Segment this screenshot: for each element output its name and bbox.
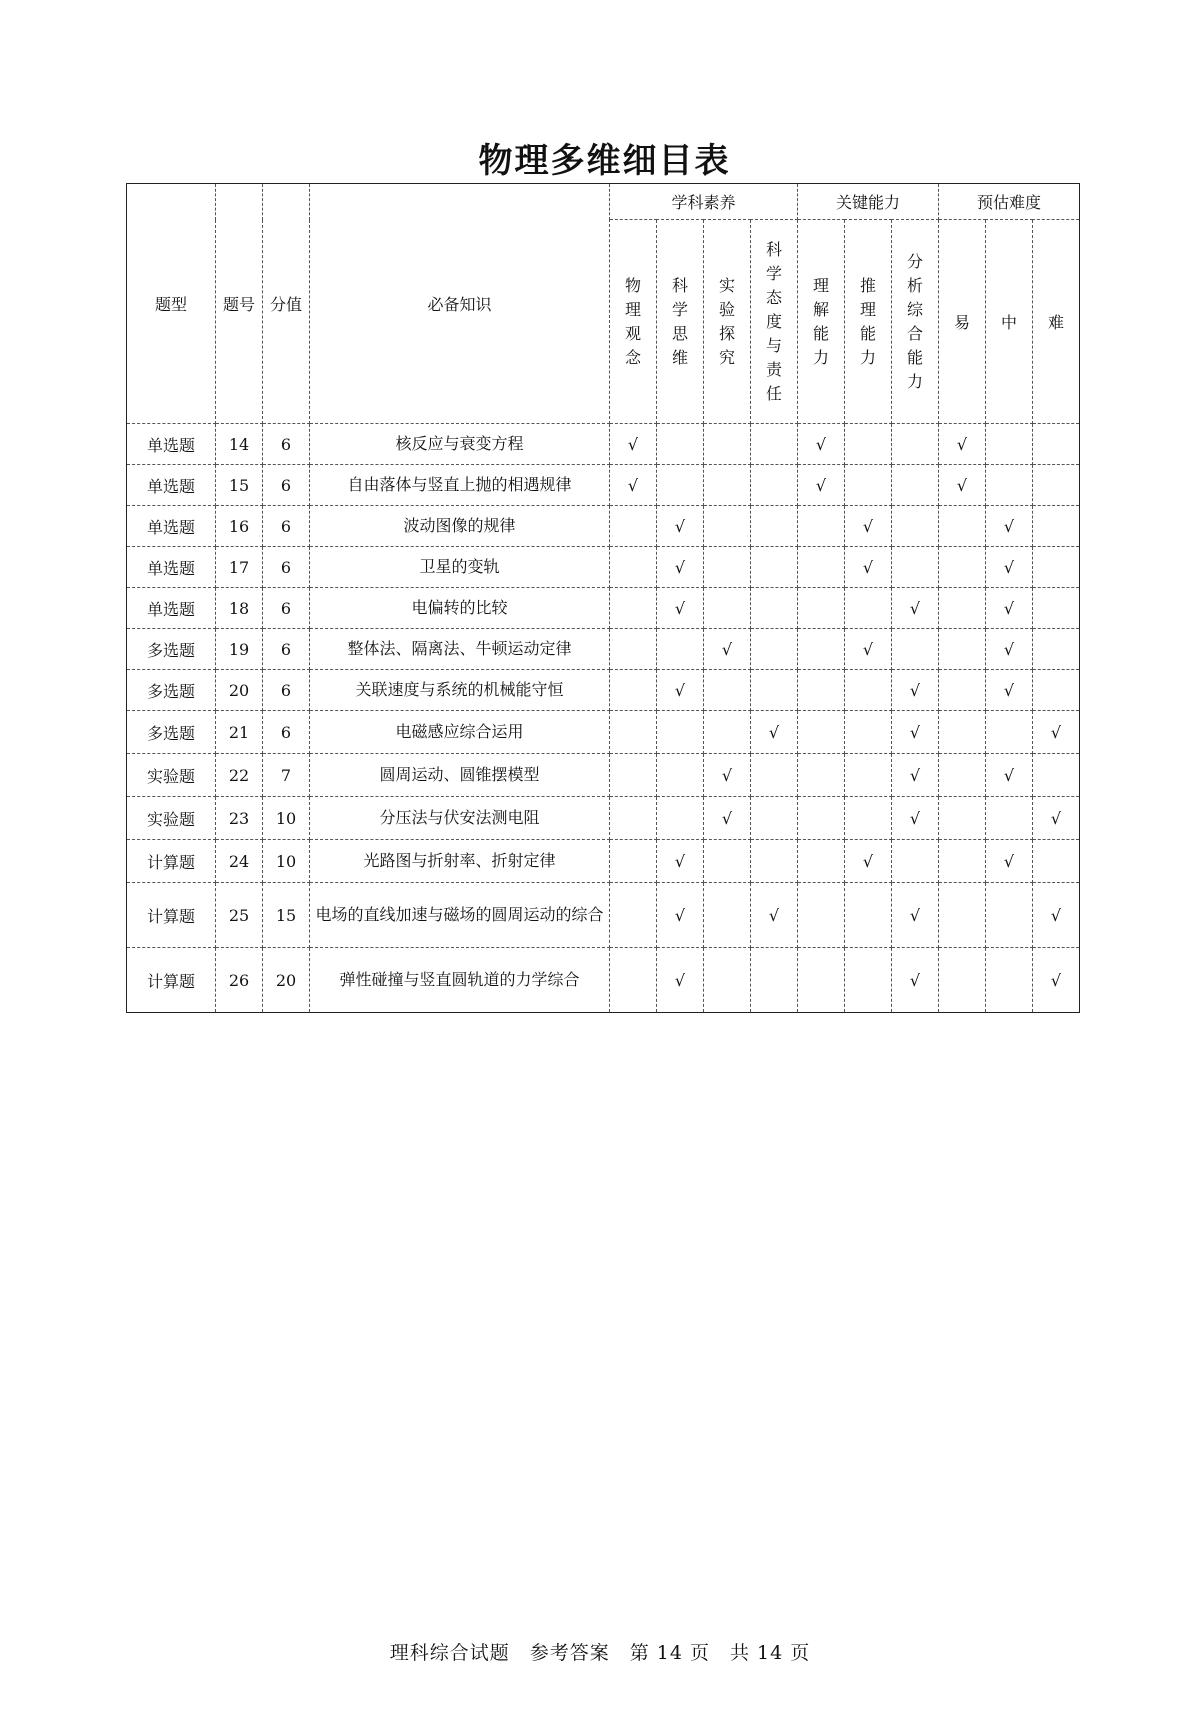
empty-cell bbox=[704, 588, 751, 629]
header-group-difficulty: 预估难度 bbox=[939, 184, 1080, 220]
score-cell: 6 bbox=[263, 506, 310, 547]
subheader-scientific-attitude: 科学态度与责任 bbox=[751, 220, 798, 424]
check-mark: √ bbox=[751, 711, 798, 754]
empty-cell bbox=[610, 754, 657, 797]
subheader-easy: 易 bbox=[939, 220, 986, 424]
empty-cell bbox=[892, 424, 939, 465]
empty-cell bbox=[704, 465, 751, 506]
table-row bbox=[127, 797, 1080, 840]
empty-cell bbox=[798, 670, 845, 711]
empty-cell bbox=[986, 948, 1033, 1013]
check-mark: √ bbox=[986, 547, 1033, 588]
empty-cell bbox=[939, 948, 986, 1013]
empty-cell bbox=[845, 465, 892, 506]
knowledge-cell: 整体法、隔离法、牛顿运动定律 bbox=[310, 629, 610, 670]
check-mark: √ bbox=[798, 424, 845, 465]
empty-cell bbox=[892, 506, 939, 547]
empty-cell bbox=[939, 754, 986, 797]
empty-cell bbox=[892, 840, 939, 883]
page-title: 物理多维细目表 bbox=[478, 141, 731, 181]
question-type-cell: 单选题 bbox=[127, 506, 216, 547]
empty-cell bbox=[751, 547, 798, 588]
empty-cell bbox=[939, 840, 986, 883]
empty-cell bbox=[657, 629, 704, 670]
empty-cell bbox=[1033, 506, 1080, 547]
empty-cell bbox=[939, 670, 986, 711]
header-knowledge: 必备知识 bbox=[310, 184, 610, 424]
question-number-cell: 20 bbox=[216, 670, 263, 711]
header-group-ability: 关键能力 bbox=[798, 184, 939, 220]
check-mark: √ bbox=[657, 588, 704, 629]
check-mark: √ bbox=[892, 797, 939, 840]
question-number-cell: 19 bbox=[216, 629, 263, 670]
score-cell: 6 bbox=[263, 424, 310, 465]
question-type-cell: 计算题 bbox=[127, 883, 216, 948]
empty-cell bbox=[986, 465, 1033, 506]
subheader-hard: 难 bbox=[1033, 220, 1080, 424]
empty-cell bbox=[751, 948, 798, 1013]
empty-cell bbox=[1033, 547, 1080, 588]
check-mark: √ bbox=[610, 424, 657, 465]
check-mark: √ bbox=[1033, 883, 1080, 948]
empty-cell bbox=[704, 883, 751, 948]
check-mark: √ bbox=[1033, 948, 1080, 1013]
table-row bbox=[127, 588, 1080, 629]
check-mark: √ bbox=[657, 547, 704, 588]
empty-cell bbox=[704, 424, 751, 465]
empty-cell bbox=[751, 754, 798, 797]
empty-cell bbox=[704, 547, 751, 588]
empty-cell bbox=[610, 948, 657, 1013]
empty-cell bbox=[751, 424, 798, 465]
empty-cell bbox=[610, 547, 657, 588]
empty-cell bbox=[892, 547, 939, 588]
header-type: 题型 bbox=[127, 184, 216, 424]
check-mark: √ bbox=[657, 883, 704, 948]
header-number: 题号 bbox=[216, 184, 263, 424]
check-mark: √ bbox=[986, 670, 1033, 711]
empty-cell bbox=[845, 670, 892, 711]
empty-cell bbox=[610, 840, 657, 883]
question-type-cell: 计算题 bbox=[127, 948, 216, 1013]
specification-table bbox=[126, 183, 1080, 1013]
empty-cell bbox=[986, 424, 1033, 465]
table-row bbox=[127, 883, 1080, 948]
empty-cell bbox=[986, 797, 1033, 840]
empty-cell bbox=[657, 711, 704, 754]
question-number-cell: 25 bbox=[216, 883, 263, 948]
empty-cell bbox=[939, 506, 986, 547]
knowledge-cell: 电磁感应综合运用 bbox=[310, 711, 610, 754]
empty-cell bbox=[704, 711, 751, 754]
empty-cell bbox=[798, 506, 845, 547]
question-type-cell: 单选题 bbox=[127, 547, 216, 588]
page-footer: 理科综合试题 参考答案 第 14 页 共 14 页 bbox=[389, 1642, 811, 1664]
question-type-cell: 多选题 bbox=[127, 629, 216, 670]
check-mark: √ bbox=[892, 670, 939, 711]
table-row bbox=[127, 754, 1080, 797]
empty-cell bbox=[751, 840, 798, 883]
check-mark: √ bbox=[892, 711, 939, 754]
empty-cell bbox=[1033, 754, 1080, 797]
empty-cell bbox=[657, 465, 704, 506]
empty-cell bbox=[1033, 629, 1080, 670]
check-mark: √ bbox=[939, 465, 986, 506]
score-cell: 6 bbox=[263, 547, 310, 588]
empty-cell bbox=[1033, 424, 1080, 465]
empty-cell bbox=[610, 629, 657, 670]
score-cell: 6 bbox=[263, 465, 310, 506]
table-row bbox=[127, 506, 1080, 547]
question-number-cell: 22 bbox=[216, 754, 263, 797]
knowledge-cell: 核反应与衰变方程 bbox=[310, 424, 610, 465]
empty-cell bbox=[845, 588, 892, 629]
score-cell: 7 bbox=[263, 754, 310, 797]
table-row bbox=[127, 670, 1080, 711]
question-number-cell: 17 bbox=[216, 547, 263, 588]
empty-cell bbox=[657, 754, 704, 797]
header-group-literacy: 学科素养 bbox=[610, 184, 798, 220]
question-number-cell: 24 bbox=[216, 840, 263, 883]
check-mark: √ bbox=[892, 754, 939, 797]
empty-cell bbox=[892, 629, 939, 670]
check-mark: √ bbox=[751, 883, 798, 948]
question-type-cell: 多选题 bbox=[127, 711, 216, 754]
knowledge-cell: 电场的直线加速与磁场的圆周运动的综合 bbox=[310, 883, 610, 948]
knowledge-cell: 卫星的变轨 bbox=[310, 547, 610, 588]
empty-cell bbox=[845, 711, 892, 754]
empty-cell bbox=[751, 588, 798, 629]
knowledge-cell: 关联速度与系统的机械能守恒 bbox=[310, 670, 610, 711]
question-number-cell: 23 bbox=[216, 797, 263, 840]
score-cell: 20 bbox=[263, 948, 310, 1013]
empty-cell bbox=[845, 883, 892, 948]
empty-cell bbox=[751, 797, 798, 840]
knowledge-cell: 波动图像的规律 bbox=[310, 506, 610, 547]
table-row bbox=[127, 547, 1080, 588]
question-number-cell: 15 bbox=[216, 465, 263, 506]
check-mark: √ bbox=[892, 948, 939, 1013]
empty-cell bbox=[939, 629, 986, 670]
empty-cell bbox=[798, 797, 845, 840]
check-mark: √ bbox=[657, 506, 704, 547]
empty-cell bbox=[610, 670, 657, 711]
knowledge-cell: 电偏转的比较 bbox=[310, 588, 610, 629]
knowledge-cell: 弹性碰撞与竖直圆轨道的力学综合 bbox=[310, 948, 610, 1013]
empty-cell bbox=[845, 424, 892, 465]
check-mark: √ bbox=[1033, 711, 1080, 754]
empty-cell bbox=[610, 797, 657, 840]
question-type-cell: 计算题 bbox=[127, 840, 216, 883]
score-cell: 6 bbox=[263, 588, 310, 629]
check-mark: √ bbox=[657, 840, 704, 883]
empty-cell bbox=[798, 754, 845, 797]
empty-cell bbox=[798, 883, 845, 948]
empty-cell bbox=[798, 711, 845, 754]
knowledge-cell: 圆周运动、圆锥摆模型 bbox=[310, 754, 610, 797]
empty-cell bbox=[939, 883, 986, 948]
subheader-scientific-thinking: 科学思维 bbox=[657, 220, 704, 424]
empty-cell bbox=[610, 588, 657, 629]
subheader-analysis: 分析综合能力 bbox=[892, 220, 939, 424]
check-mark: √ bbox=[845, 840, 892, 883]
check-mark: √ bbox=[1033, 797, 1080, 840]
table-row bbox=[127, 711, 1080, 754]
question-type-cell: 多选题 bbox=[127, 670, 216, 711]
check-mark: √ bbox=[610, 465, 657, 506]
empty-cell bbox=[798, 547, 845, 588]
check-mark: √ bbox=[986, 840, 1033, 883]
empty-cell bbox=[704, 948, 751, 1013]
empty-cell bbox=[798, 629, 845, 670]
empty-cell bbox=[704, 840, 751, 883]
empty-cell bbox=[1033, 465, 1080, 506]
knowledge-cell: 自由落体与竖直上抛的相遇规律 bbox=[310, 465, 610, 506]
empty-cell bbox=[657, 797, 704, 840]
check-mark: √ bbox=[845, 506, 892, 547]
table-row bbox=[127, 629, 1080, 670]
check-mark: √ bbox=[657, 948, 704, 1013]
empty-cell bbox=[986, 883, 1033, 948]
table-row bbox=[127, 465, 1080, 506]
question-type-cell: 单选题 bbox=[127, 588, 216, 629]
question-number-cell: 21 bbox=[216, 711, 263, 754]
check-mark: √ bbox=[798, 465, 845, 506]
empty-cell bbox=[1033, 840, 1080, 883]
empty-cell bbox=[798, 948, 845, 1013]
knowledge-cell: 分压法与伏安法测电阻 bbox=[310, 797, 610, 840]
subheader-reasoning: 推理能力 bbox=[845, 220, 892, 424]
empty-cell bbox=[939, 547, 986, 588]
check-mark: √ bbox=[986, 629, 1033, 670]
score-cell: 10 bbox=[263, 840, 310, 883]
question-number-cell: 18 bbox=[216, 588, 263, 629]
empty-cell bbox=[939, 711, 986, 754]
empty-cell bbox=[610, 711, 657, 754]
check-mark: √ bbox=[657, 670, 704, 711]
question-type-cell: 单选题 bbox=[127, 465, 216, 506]
question-type-cell: 实验题 bbox=[127, 754, 216, 797]
empty-cell bbox=[610, 883, 657, 948]
empty-cell bbox=[939, 588, 986, 629]
check-mark: √ bbox=[892, 588, 939, 629]
knowledge-cell: 光路图与折射率、折射定律 bbox=[310, 840, 610, 883]
check-mark: √ bbox=[704, 754, 751, 797]
table-row bbox=[127, 424, 1080, 465]
empty-cell bbox=[939, 797, 986, 840]
empty-cell bbox=[1033, 670, 1080, 711]
check-mark: √ bbox=[845, 629, 892, 670]
empty-cell bbox=[704, 670, 751, 711]
empty-cell bbox=[751, 506, 798, 547]
empty-cell bbox=[657, 424, 704, 465]
table-row bbox=[127, 948, 1080, 1013]
check-mark: √ bbox=[704, 797, 751, 840]
subheader-medium: 中 bbox=[986, 220, 1033, 424]
subheader-experimental-inquiry: 实验探究 bbox=[704, 220, 751, 424]
score-cell: 6 bbox=[263, 711, 310, 754]
empty-cell bbox=[751, 670, 798, 711]
empty-cell bbox=[845, 754, 892, 797]
score-cell: 15 bbox=[263, 883, 310, 948]
check-mark: √ bbox=[986, 506, 1033, 547]
question-type-cell: 单选题 bbox=[127, 424, 216, 465]
question-number-cell: 14 bbox=[216, 424, 263, 465]
subheader-physics-concept: 物理观念 bbox=[610, 220, 657, 424]
empty-cell bbox=[704, 506, 751, 547]
subheader-understanding: 理解能力 bbox=[798, 220, 845, 424]
empty-cell bbox=[798, 840, 845, 883]
empty-cell bbox=[1033, 588, 1080, 629]
empty-cell bbox=[751, 465, 798, 506]
check-mark: √ bbox=[939, 424, 986, 465]
empty-cell bbox=[986, 711, 1033, 754]
header-score: 分值 bbox=[263, 184, 310, 424]
score-cell: 6 bbox=[263, 629, 310, 670]
empty-cell bbox=[610, 506, 657, 547]
empty-cell bbox=[845, 797, 892, 840]
empty-cell bbox=[845, 948, 892, 1013]
empty-cell bbox=[798, 588, 845, 629]
question-type-cell: 实验题 bbox=[127, 797, 216, 840]
check-mark: √ bbox=[892, 883, 939, 948]
score-cell: 6 bbox=[263, 670, 310, 711]
question-number-cell: 26 bbox=[216, 948, 263, 1013]
score-cell: 10 bbox=[263, 797, 310, 840]
check-mark: √ bbox=[704, 629, 751, 670]
question-number-cell: 16 bbox=[216, 506, 263, 547]
check-mark: √ bbox=[986, 754, 1033, 797]
empty-cell bbox=[892, 465, 939, 506]
empty-cell bbox=[751, 629, 798, 670]
check-mark: √ bbox=[845, 547, 892, 588]
table-row bbox=[127, 840, 1080, 883]
check-mark: √ bbox=[986, 588, 1033, 629]
